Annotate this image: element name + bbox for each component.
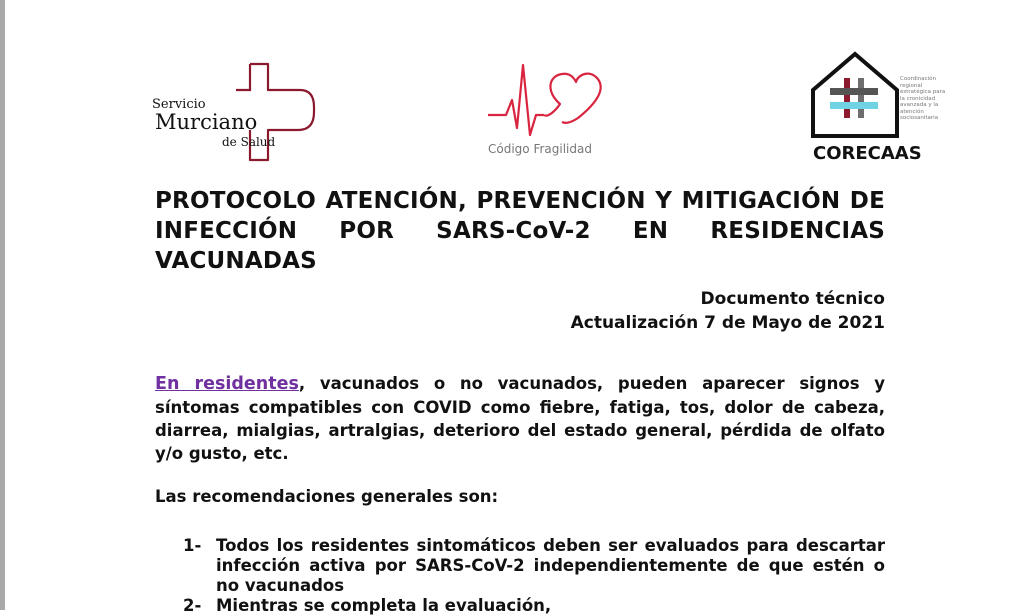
sms-logo-line2: Murciano [155,110,258,134]
list-item [183,596,885,616]
tagline-line: Coordinación [900,76,937,82]
recommendations-heading: Las recomendaciones generales son: [155,487,499,506]
codigo-fragilidad-caption: Código Fragilidad [488,142,592,156]
document-meta [571,287,885,335]
corecaas-name: CORECAAS [813,143,922,164]
intro-text: , vacunados o no vacunados, pueden aparecer signos y síntomas compatibles con COVID como fiebre, fatiga, tos, dolor de cabeza, diarrea, mialgias, artralgias, deterioro del estado general, pérdida de olfato y/o gusto, etc. [155,374,885,463]
tagline-line: la cronicidad [900,95,936,102]
sms-logo-line3: de Salud [222,135,276,149]
corecaas-house-icon [810,50,900,140]
intro-lead-link: En residentes [155,374,299,394]
document-title: PROTOCOLO ATENCIÓN, PREVENCIÓN Y MITIGACIÓN DE INFECCIÓN POR SARS-CoV-2 EN RESIDENCIAS VACUNADAS [155,188,885,274]
tagline-line: avanzada y la [900,102,939,108]
recommendations-list [183,536,885,616]
tagline-line: estratégica para [900,89,946,95]
page-edge [0,0,5,610]
tagline-line: atención [900,108,924,115]
list-item-number: 2- [183,596,202,615]
sms-logo-line1: Servicio [152,97,206,112]
document-update-date: Actualización 7 de Mayo de 2021 [570,313,885,333]
heartbeat-heart-icon [486,60,611,140]
list-item-text: Todos los residentes sintomáticos deben ser evaluados para descartar infección activa por SARS-CoV-2 independientemente de que estén o no vacunados [216,536,885,595]
list-item [183,536,885,596]
list-item-number: 1- [183,536,202,555]
tagline-line: regional [900,82,923,89]
tagline-line: sociosanitaria [900,115,939,121]
document-type: Documento técnico [700,289,885,309]
codigo-fragilidad-logo [486,60,611,160]
intro-paragraph [155,372,885,465]
list-item-text: Mientras se completa la evaluación, [216,596,552,615]
corecaas-logo [810,50,960,165]
corecaas-tagline [900,76,960,122]
sms-logo [150,60,320,165]
